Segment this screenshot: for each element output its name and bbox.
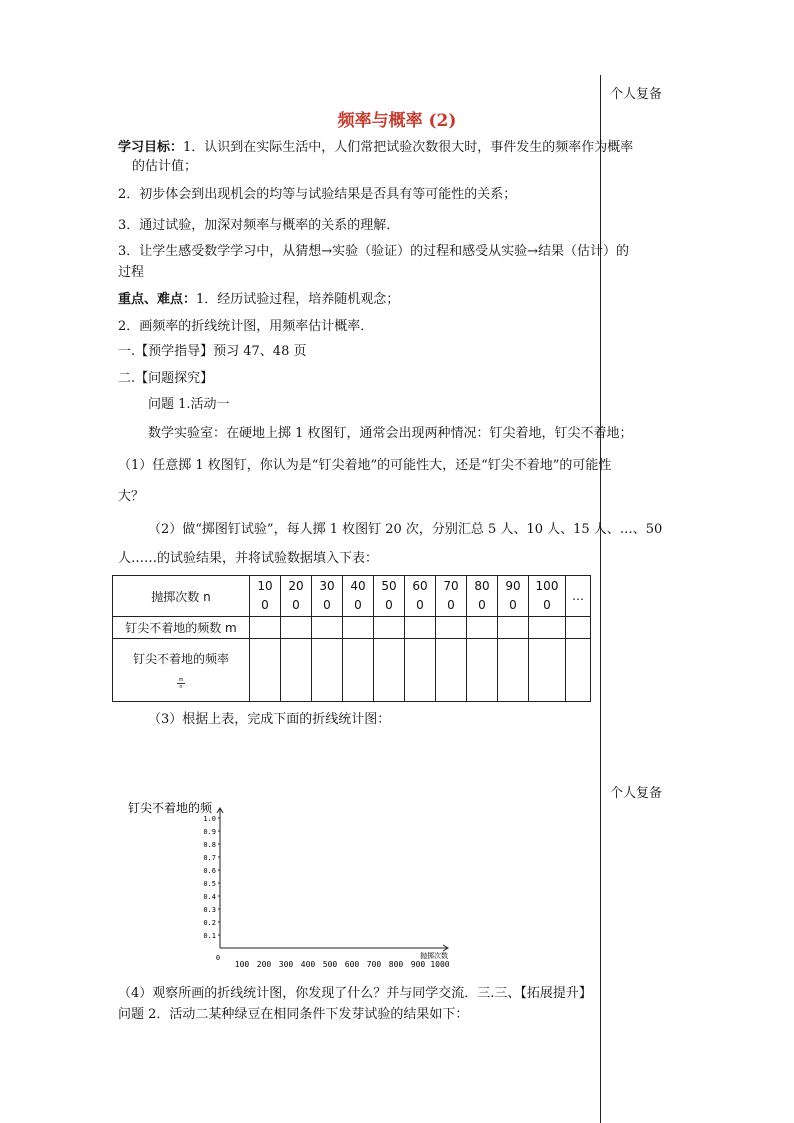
x-tick-label: 300 <box>278 960 294 969</box>
x-tick-label: 500 <box>322 960 338 969</box>
goals-line2: 2．初步体会到出现机会的均等与试验结果是否具有等可能性的关系； <box>118 187 517 202</box>
y-tick-label: 0.1 <box>203 932 216 940</box>
table-cell: 100 0 <box>529 576 566 617</box>
margin-divider <box>600 75 601 1123</box>
table-cell: 20 0 <box>281 576 312 617</box>
table-cell: 60 0 <box>405 576 436 617</box>
freq-label: 钉尖不着地的频率 <box>132 652 229 666</box>
data-table <box>112 575 591 702</box>
table-ellipsis: … <box>566 576 591 617</box>
goals-label: 学习目标： <box>118 140 184 155</box>
section-prestudy: 一.【预学指导】预习 47、48 页 <box>118 344 307 359</box>
goals-line4b: 过程 <box>118 265 145 280</box>
table-cell: 50 0 <box>374 576 405 617</box>
keypoints-line2: 2．画频率的折线统计图，用频率估计概率． <box>118 319 374 334</box>
table-header-m: 钉尖不着地的频数 m <box>113 617 250 639</box>
goals-text1: 1．认识到在实际生活中，人们常把试验次数很大时，事件发生的频率作为概率 <box>183 140 634 155</box>
chart-xlabel: 抛掷次数 <box>420 952 448 960</box>
y-tick-label: 0.5 <box>203 880 216 888</box>
y-tick-label: 0.3 <box>203 906 216 914</box>
y-tick-label: 0.2 <box>203 919 216 927</box>
chart-ylabel: 钉尖不着地的频 <box>128 801 213 815</box>
table-row <box>113 639 591 702</box>
y-tick-label: 1.0 <box>203 815 216 823</box>
origin-label: 0 <box>215 954 221 962</box>
x-tick-label: 200 <box>256 960 272 969</box>
table-cell: 70 0 <box>436 576 467 617</box>
y-tick-label: 0.8 <box>203 841 216 849</box>
goals-line1b: 的估计值； <box>132 159 198 174</box>
table-row <box>113 576 591 617</box>
x-tick-label: 800 <box>388 960 404 969</box>
q1-line2: 大？ <box>118 489 145 504</box>
lab-text: 数学实验室：在硬地上掷 1 枚图钉，通常会出现两种情况：钉尖着地，钉尖不着地； <box>148 426 633 441</box>
x-tick-label: 400 <box>300 960 316 969</box>
q3-text: （3）根据上表，完成下面的折线统计图： <box>148 712 391 727</box>
goals-line1 <box>118 139 633 157</box>
keypoints-text1: 1．经历试验过程，培养随机观念； <box>196 292 400 307</box>
frequency-chart <box>120 798 480 973</box>
x-tick-label: 700 <box>366 960 382 969</box>
section-explore: 二.【问题探究】 <box>118 371 214 386</box>
x-tick-label: 600 <box>344 960 360 969</box>
fraction-top: m <box>178 677 184 683</box>
q4-text: （4）观察所画的折线统计图，你发现了什么？并与同学交流．三.三、【拓展提升】 <box>118 986 592 1001</box>
q2-line1: （2）做“掷图钉试验”，每人掷 1 枚图钉 20 次，分别汇总 5 人、10 人、15 人、…、50 <box>148 522 663 537</box>
fraction-bottom: n <box>177 683 185 690</box>
keypoints-line1 <box>118 291 399 309</box>
goals-line3: 3．通过试验，加深对频率与概率的关系的理解． <box>118 218 400 233</box>
table-cell: 30 0 <box>312 576 343 617</box>
table-row <box>113 617 591 639</box>
y-tick-label: 0.4 <box>203 893 216 901</box>
problem1-heading: 问题 1.活动一 <box>148 397 230 412</box>
margin-note-middle: 个人复备 <box>610 786 663 801</box>
x-tick-label: 100 <box>234 960 250 969</box>
q1-line1: （1）任意掷 1 枚图钉，你认为是“钉尖着地”的可能性大，还是“钉尖不着地”的可能性 <box>118 458 612 473</box>
table-cell: 10 0 <box>250 576 281 617</box>
x-tick-label: 1000 <box>430 960 450 969</box>
margin-note-top: 个人复备 <box>610 87 663 102</box>
y-tick-label: 0.6 <box>203 867 216 875</box>
goals-line4: 3．让学生感受数学学习中，从猜想→实验（验证）的过程和感受从实验→结果（估计）的 <box>118 244 630 259</box>
table-header-n: 抛掷次数 n <box>113 576 250 617</box>
problem2-text: 问题 2．活动二某种绿豆在相同条件下发芽试验的结果如下： <box>118 1007 469 1022</box>
table-cell: 40 0 <box>343 576 374 617</box>
table-cell: 90 0 <box>498 576 529 617</box>
x-tick-label: 900 <box>410 960 426 969</box>
keypoints-label: 重点、难点： <box>118 292 197 307</box>
table-cell: 80 0 <box>467 576 498 617</box>
y-tick-label: 0.7 <box>203 854 216 862</box>
y-tick-label: 0.9 <box>203 828 216 836</box>
table-header-freq <box>113 639 250 702</box>
q2-line2: 人……的试验结果，并将试验数据填入下表： <box>118 551 379 566</box>
page-title: 频率与概率 (2) <box>337 111 457 131</box>
